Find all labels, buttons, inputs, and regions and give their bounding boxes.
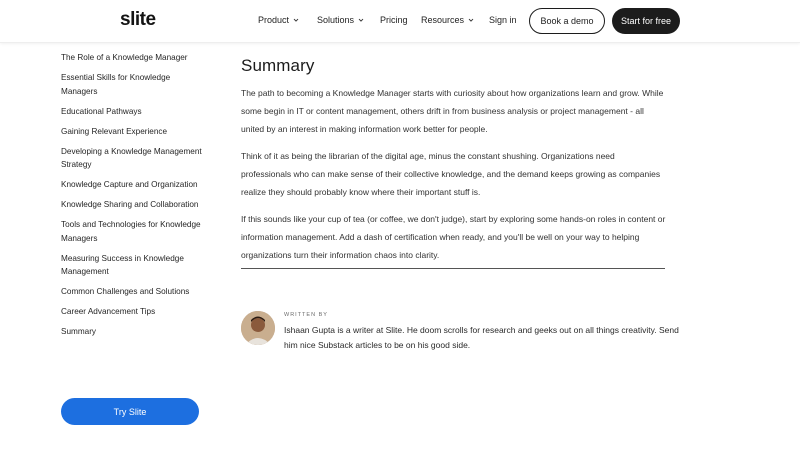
paragraph: If this sounds like your cup of tea (or coffee, we don't judge), start by exploring some hands-on roles in content or information management. Add a dash of certification when ready, and you'll be well on your way to helping organizations turn their information chaos into clarity. [241, 214, 666, 260]
paragraph: The path to becoming a Knowledge Manager starts with curiosity about how organizations learn and grow. While some begin in IT or content management, others drift in from business analysis or project management - all united by an interest in making information work better for people. [241, 88, 664, 134]
divider [241, 268, 665, 269]
toc-item-sharing[interactable]: Knowledge Sharing and Collaboration [61, 200, 199, 209]
toc-item-tools[interactable]: Tools and Technologies for Knowledge Managers [61, 220, 201, 243]
person-icon [241, 311, 275, 345]
toc-item-strategy[interactable]: Developing a Knowledge Management Strategy [61, 146, 202, 169]
try-slite-button[interactable]: Try Slite [61, 398, 199, 425]
toc-item-capture[interactable]: Knowledge Capture and Organization [61, 180, 198, 189]
book-demo-button[interactable]: Book a demo [529, 8, 605, 34]
chevron-down-icon [467, 16, 475, 24]
toc-item-experience[interactable]: Gaining Relevant Experience [61, 126, 168, 136]
nav-pricing-label: Pricing [380, 15, 408, 25]
nav-sign-in[interactable] [489, 15, 517, 25]
toc-item-role[interactable]: The Role of a Knowledge Manager [61, 53, 188, 62]
section-heading: Summary [241, 56, 315, 75]
start-free-button[interactable]: Start for free [612, 8, 680, 34]
nav-solutions[interactable] [317, 15, 365, 25]
author-bio: Ishaan Gupta is a writer at Slite. He doom scrolls for research and geeks out on all things creativity. Send him nice Substack articles to be on his good side. [284, 325, 679, 350]
nav-sign-in-label: Sign in [489, 15, 517, 25]
toc-item-challenges[interactable]: Common Challenges and Solutions [61, 287, 190, 296]
paragraph: Think of it as being the librarian of the digital age, minus the constant shushing. Organizations need professionals who can make sense of their collective knowledge, and the demand keeps growing as companies realize they should probably know where their important stuff is. [241, 151, 661, 197]
chevron-down-icon [357, 16, 365, 24]
top-navbar [0, 0, 800, 43]
nav-resources-label: Resources [421, 15, 465, 25]
article-body [241, 56, 666, 273]
nav-pricing[interactable] [380, 15, 408, 25]
toc-item-education[interactable]: Educational Pathways [61, 106, 142, 116]
author-avatar [241, 311, 275, 345]
toc-item-skills[interactable]: Essential Skills for Knowledge Managers [61, 73, 171, 96]
slite-logo[interactable]: slite [120, 9, 156, 30]
nav-solutions-label: Solutions [317, 15, 355, 25]
nav-product-label: Product [258, 15, 290, 25]
toc-item-measuring[interactable]: Measuring Success in Knowledge Management [61, 253, 184, 276]
nav-product[interactable] [258, 15, 300, 25]
chevron-down-icon [292, 16, 300, 24]
toc-item-summary[interactable]: Summary [61, 327, 97, 336]
table-of-contents [61, 51, 206, 345]
toc-item-career[interactable]: Career Advancement Tips [61, 307, 156, 316]
written-by-label: WRITTEN BY [284, 312, 328, 318]
nav-resources[interactable] [421, 15, 475, 25]
